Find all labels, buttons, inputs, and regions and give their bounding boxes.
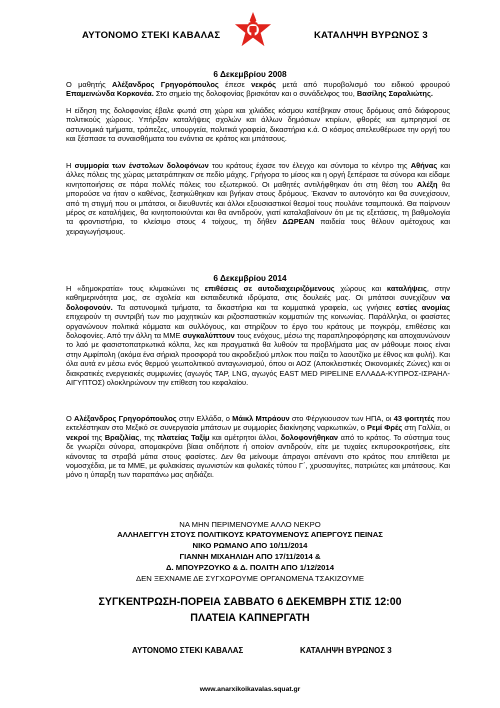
paragraph-2008-1: Ο μαθητής Αλέξανδρος Γρηγορόπουλος έπεσε νεκρός μετά από πυροβολισμό του ειδικού φρουρού Επαμεινώνδα Κορκονέα. Στο σημείο της δολοφονίας βρισκόταν και ο συνάδελφος του, Βασίλης Σαραλιώτης. (66, 80, 450, 99)
paragraph-2008-3: Η συμμορία των ένστολων δολοφόνων του κράτους έχασε τον έλεγχο και σύντομα το κέντρο της Αθήνας και άλλες πόλεις της χώρας μετατράπηκαν σε πεδίο μάχης. Γρήγορα το μίσος και η οργή ξεπέρασε τα σύνορα και είδαμε κινητοποιήσεις σε πάρα πολλές πόλεις του εξωτερικού. Οι μαθητές αντιλήφθηκαν ότι στη θέση του Αλέξη θα μπορούσε να ήταν ο καθένας, ξεσηκώθηκαν και βγήκαν στους δρόμους. Έκαναν το αυτονόητο και θα συνεχίσουν, από τη στιγμή που οι μπάτσοι, οι διευθυντές και άλλοι εξουσιαστικοί θεσμοί τους πουλάνε τσαμπουκά. Θα παίρνουν μέρος σε καταλήψεις, θα κινητοποιούνται και θα αντιδρούν, γιατί καταλαβαίνουν ότι με τις εξετάσεις, τη βαθμολογία τα φροντιστήρια, το κλείσιμο στους 4 τοίχους, τη δήθεν ΔΩΡΕΑΝ παιδεία τους θέλουν αμέτοχους και χειραγωγήσιμους. (66, 161, 451, 236)
section-date-2014: 6 Δεκεμβρίου 2014 (213, 273, 287, 283)
footer-squat-address: ΚΑΤΑΛΗΨΗ ΒΥΡΩΝΟΣ 3 (300, 646, 392, 655)
footer-collective-name: ΑΥΤΟΝΟΜΟ ΣΤΕΚΙ ΚΑΒΑΛΑΣ (132, 646, 244, 655)
red-star-fist-logo-icon (234, 10, 272, 50)
solidarity-line-5: Δ. ΜΠΟΥΡΖΟΥΚΟ & Δ. ΠΟΛΙΤΗ ΑΠΟ 1/12/2014 (166, 563, 334, 572)
footer-website-link[interactable]: www.anarxikoikavalas.squat.gr (199, 686, 301, 693)
event-title: ΣΥΓΚΕΝΤΡΩΣΗ-ΠΟΡΕΙΑ ΣΑΒΒΑΤΟ 6 ΔΕΚΕΜΒΡΗ ΣΤΙΣ 12:00 (98, 596, 402, 608)
solidarity-line-6: ΔΕΝ ΞΕΧΝΑΜΕ ΔΕ ΣΥΓΧΩΡΟΥΜΕ ΟΡΓΑΝΩΜΕΝΑ ΤΣΑΚΙΖΟΥΜΕ (136, 574, 364, 583)
event-location: ΠΛΑΤΕΙΑ ΚΑΠΝΕΡΓΑΤΗ (190, 612, 310, 624)
solidarity-line-1: ΝΑ ΜΗΝ ΠΕΡΙΜΕΝΟΥΜΕ ΑΛΛΟ ΝΕΚΡΟ (179, 520, 321, 529)
section-date-2008: 6 Δεκεμβρίου 2008 (213, 69, 287, 79)
paragraph-2014-1: Η «δημοκρατία» τους κλιμακώνει τις επιθέσεις σε αυτοδιαχειριζόμενους χώρους και καταλήψεις, στην καθημερινότητα μας, σε σχολεία και εκπαιδευτικά ιδρύματα, στις δουλειές μας. Οι μπάτσοι συνεχίζουν να δολοφονούν. Τα αστυνομικά τμήματα, τα δικαστήρια και τα κομματικά γραφεία, ως γνήσιες εστίες ανομίας επιχειρούν τη συντριβή των πιο μαχητικών και ριζοσπαστικών κομματιών της κοινωνίας. Παράλληλα, οι φασίστες οργανώνουν πολιτικά κόμματα και συλλόγους, και στηρίζουν το έργο του κράτους με πογκρόμ, επιθέσεις και δολοφονίες. Από την άλλη τα ΜΜΕ συγκαλύπτουν τους ενόχους, μέσω της παραπληροφόρησης και αποχαυνώνουν το λαό με φασιστοπατριωτικά κόλπα, λες και πραγματικά θα λυθούν τα προβλήματα μας αν μάθουμε ποιος είναι στην Αμφίπολη (ακόμα ένα σήριαλ προσφορά του ακροδεξιού μπλοκ που παίζει το λαουτζίκο με έθνος και φυλή). Και όλα αυτά εν μέσω ενός θερμού γεωπολιτικού ανταγωνισμού, όπου οι ΑΟΖ (Αποκλειστικές Οικονομικές Ζώνες) και οι διακρατικές ενεργειακές συμφωνίες (αγωγός TAP, LNG, αγωγός EAST MED PIPELINE ΕΛΛΑΔΑ-ΚΥΠΡΟΣ-ΙΣΡΑΗΛ-ΑΙΓΥΠΤΟΣ) ολοκληρώνουν την επίθεση του κεφαλαίου. (66, 284, 451, 388)
paragraph-2014-2: Ο Αλέξανδρος Γρηγορόπουλος στην Ελλάδα, ο Μάικλ Μπράουν στο Φέργκιουσον των ΗΠΑ, οι 43 φοιτητές που εκτελέστηκαν στο Μεξικό σε συνεργασία μπάτσων με συμμορίες διακίνησης ναρκωτικών, ο Ρεμί Φρές στη Γαλλία, οι νεκροί της Βραζιλίας, της πλατείας Ταξίμ και αμέτρητοι άλλοι, δολοφονήθηκαν από το κράτος. Το σύστημα τους δε γνωρίζει σύνορα, απομακρύνει βίαια οτιδήποτε ή οποίον αντιδρούν, είτε με τυχαίες εκπυρσοκροτήσεις, είτε κάνοντας τα στραβά μάτια στους φασίστες. Δεν θα μείνουμε άπραγοι απέναντι στο κράτος που επιτίθεται με νομοσχέδια, με τα ΜΜΕ, με φυλακίσεις αγωνιστών και φυλακές τύπου Γ΄, χρυσαυγίτες, πατριώτες και μπάτσους. Και μόνο η ύπαρξη των παραπάνω μας αηδιάζει. (66, 414, 451, 480)
solidarity-line-4: ΓΙΑΝΝΗ ΜΙΧΑΗΛΙΔΗ ΑΠΟ 17/11/2014 & (179, 552, 321, 561)
solidarity-line-3: ΝΙΚΟ ΡΩΜΑΝΟ ΑΠΟ 10/11/2014 (192, 541, 308, 550)
header-collective-name: ΑΥΤΟΝΟΜΟ ΣΤΕΚΙ ΚΑΒΑΛΑΣ (82, 30, 221, 41)
solidarity-line-2: ΑΛΛΗΛΕΓΓΥΗ ΣΤΟΥΣ ΠΟΛΙΤΙΚΟΥΣ ΚΡΑΤΟΥΜΕΝΟΥΣ ΑΠΕΡΓΟΥΣ ΠΕΙΝΑΣ (117, 530, 383, 539)
header-squat-address: ΚΑΤΑΛΗΨΗ ΒΥΡΩΝΟΣ 3 (314, 30, 428, 41)
paragraph-2008-2: Η είδηση της δολοφονίας έβαλε φωτιά στη χώρα και χιλιάδες κόσμου κατέβηκαν στους δρόμους από διάφορους πολιτικούς χώρους. Υπήρξαν καταλήψεις σχολών και άλλων δημόσιων κτιρίων, φθορές και εμπρησμοί σε αστυνομικά τμήματα, τράπεζες, υπουργεία, πολιτικά γραφεία, δικαστήρια κ.ά. Ο κόσμος απελευθέρωσε την οργή του και ξέσπασε τα συναισθήματα του ενάντια σε κράτος και μπάτσους. (66, 106, 450, 144)
